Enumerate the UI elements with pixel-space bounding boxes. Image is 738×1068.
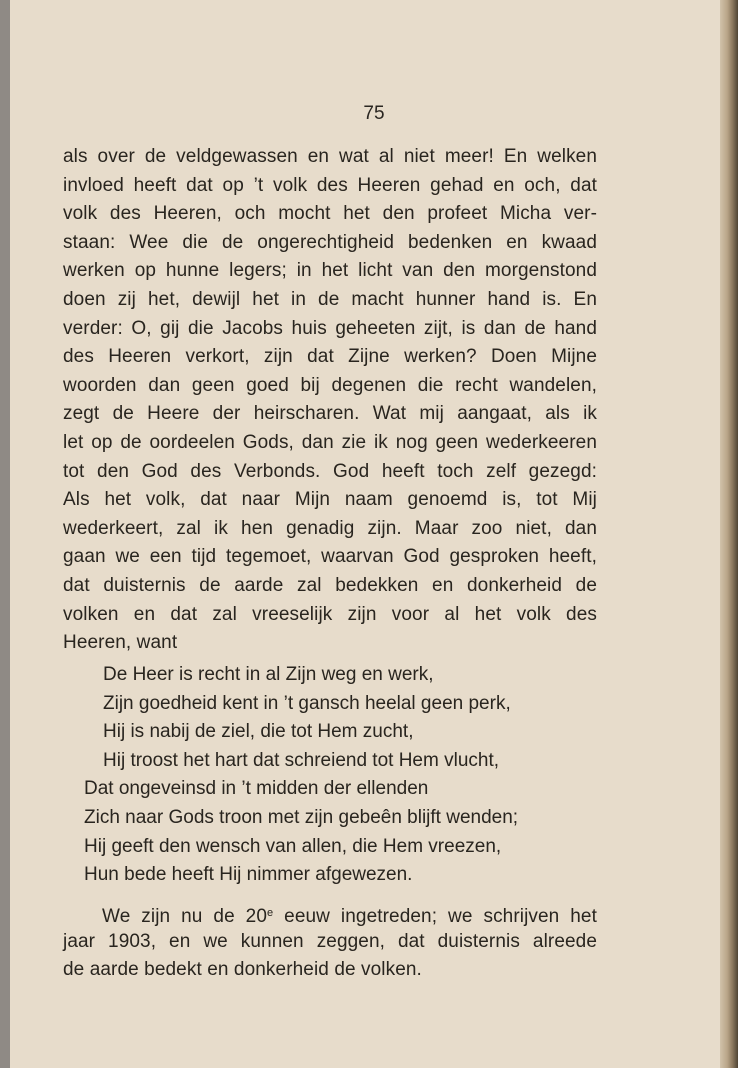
text-line: gaan we een tijd tegemoet, waarvan God gesproken heeft, [63, 546, 597, 568]
text-line: staan: Wee die de ongerechtigheid bedenken en kwaad [63, 231, 597, 253]
poem-line: Hij is nabij de ziel, die tot Hem zucht, [103, 721, 414, 743]
text-fragment: eeuw ingetreden; we schrijven het [273, 906, 597, 927]
text-line: tot den God des Verbonds. God heeft toch zelf gezegd: [63, 460, 597, 482]
page-number: 75 [363, 103, 385, 124]
ordinal-suffix: e [267, 907, 274, 919]
text-line: invloed heeft dat op ’t volk des Heeren gehad en och, dat [63, 174, 597, 196]
text-line: als over de veldgewassen en wat al niet meer! En welken [63, 146, 597, 167]
poem-stanza [84, 661, 518, 890]
poem-line: Hij troost het hart dat schreiend tot Hem vlucht, [103, 749, 500, 771]
text-line: Als het volk, dat naar Mijn naam genoemd is, tot Mij [63, 489, 597, 511]
poem-line: Hun bede heeft Hij nimmer afgewezen. [84, 864, 413, 886]
paragraph-1 [63, 143, 597, 658]
text-line: Heeren, want [63, 632, 178, 654]
text-line: werken op hunne legers; in het licht van den morgenstond [63, 260, 597, 282]
poem-line: Hij geeft den wensch van allen, die Hem vreezen, [84, 835, 502, 857]
poem-line: Zich naar Gods troon met zijn gebeên blijft wenden; [84, 806, 519, 828]
poem-line: Zijn goedheid kent in ’t gansch heelal geen perk, [103, 692, 511, 714]
text-line: volken en dat zal vreeselijk zijn voor al het volk des [63, 603, 597, 625]
paragraph-2 [63, 899, 597, 985]
page-edge [720, 0, 738, 1068]
text-line: woorden dan geen goed bij degenen die recht wandelen, [63, 374, 597, 396]
text-line: zegt de Heere der heirscharen. Wat mij aangaat, als ik [63, 403, 597, 425]
text-line: jaar 1903, en we kunnen zeggen, dat duisternis alreede [63, 930, 597, 952]
text-line: de aarde bedekt en donkerheid de volken. [63, 959, 422, 981]
text-line: volk des Heeren, och mocht het den profeet Micha ver- [63, 203, 597, 225]
text-line: verder: O, gij die Jacobs huis geheeten zijt, is dan de hand [63, 317, 597, 339]
text-line: wederkeert, zal ik hen genadig zijn. Maar zoo niet, dan [63, 517, 597, 539]
text-fragment: We zijn nu de 20 [102, 906, 268, 927]
text-line: des Heeren verkort, zijn dat Zijne werken? Doen Mijne [63, 346, 597, 368]
text-line: let op de oordeelen Gods, dan zie ik nog geen wederkeeren [63, 431, 597, 453]
poem-line: Dat ongeveinsd in ’t midden der ellenden [84, 778, 429, 800]
poem-line: De Heer is recht in al Zijn weg en werk, [103, 664, 434, 685]
text-line: dat duisternis de aarde zal bedekken en donkerheid de [63, 574, 597, 596]
text-line [63, 899, 597, 928]
text-line: doen zij het, dewijl het in de macht hunner hand is. En [63, 288, 597, 310]
